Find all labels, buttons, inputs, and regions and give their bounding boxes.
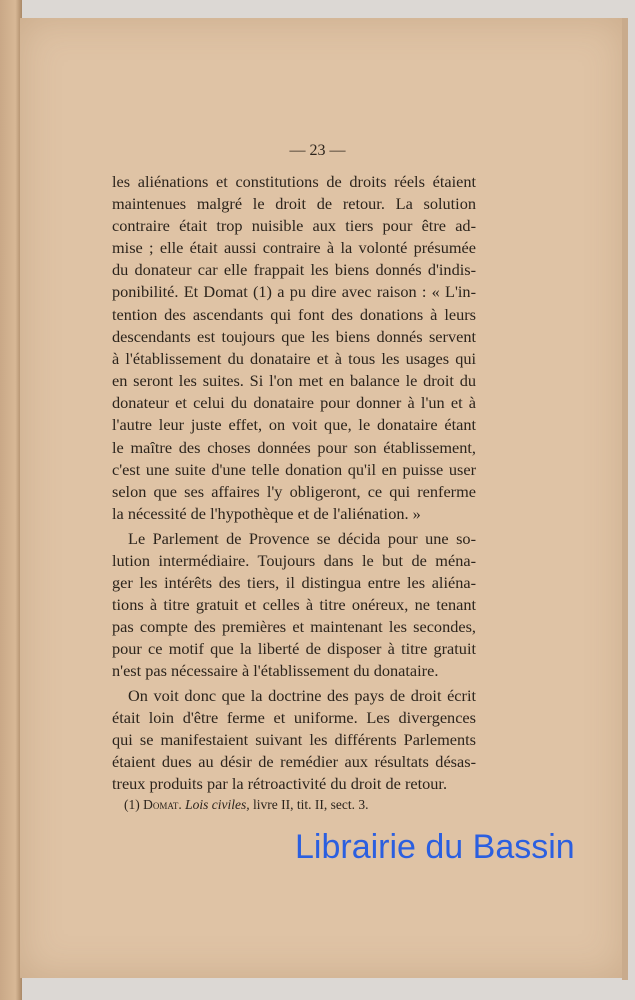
text-line: étaient dues au désir de remédier aux résultats désas- (112, 752, 476, 771)
text-line: les aliénations et constitutions de droits réels étaient (112, 172, 476, 191)
text-line: pour ce motif que la liberté de disposer à titre gratuit (112, 639, 476, 658)
text-line: n'est pas nécessaire à l'établissement du donataire. (112, 661, 439, 680)
text-line: qui se manifestaient suivant les différents Parlements (112, 730, 476, 749)
text-line: mise ; elle était aussi contraire à la volonté présumée (112, 238, 476, 257)
text-line: le maître des choses données pour son établissement, (112, 438, 476, 457)
text-line: du donateur car elle frappait les biens donnés d'indis- (112, 260, 476, 279)
page-number: — 23 — (289, 142, 346, 159)
footnote-marker: (1) (124, 797, 140, 812)
footnote (124, 797, 368, 813)
text-line: treux produits par la rétroactivité du droit de retour. (112, 774, 448, 793)
page-edge (622, 18, 628, 980)
text-line: donateur et celui du donataire pour donner à l'un et à (112, 393, 476, 412)
text-line: c'est une suite d'une telle donation qu'il en puisse user (112, 460, 476, 479)
watermark: Librairie du Bassin (295, 828, 575, 866)
text-line: pas compte des premières et maintenant les secondes, (112, 617, 476, 636)
text-line: l'autre leur juste effet, on voit que, le donataire étant (112, 415, 476, 434)
text-line: était loin d'être ferme et uniforme. Les divergences (112, 708, 476, 727)
text-line: tions à titre gratuit et celles à titre onéreux, ne tenant (112, 595, 476, 614)
text-line: à l'établissement du donataire et à tous les usages qui (112, 349, 476, 368)
text-line: lution intermédiaire. Toujours dans le but de ména- (112, 551, 476, 570)
footnote-title: Lois civiles, (185, 797, 250, 812)
footnote-reference: livre II, tit. II, sect. 3. (253, 797, 369, 812)
text-line: Le Parlement de Provence se décida pour une so- (128, 529, 476, 548)
text-line: maintenues malgré le droit de retour. La solution (112, 194, 476, 213)
text-line: descendants est toujours que les biens donnés servent (112, 327, 476, 346)
text-line: On voit donc que la doctrine des pays de droit écrit (128, 686, 476, 705)
text-line: la nécessité de l'hypothèque et de l'aliénation. » (112, 504, 421, 523)
text-line: ger les intérêts des tiers, il distingua entre les aliéna- (112, 573, 476, 592)
text-line: tention des ascendants qui font des donations à leurs (112, 305, 476, 324)
text-line: ponibilité. Et Domat (1) a pu dire avec raison : « L'in- (112, 282, 476, 301)
text-line: selon que ses affaires l'y obligeront, ce qui renferme (112, 482, 476, 501)
footnote-author: Domat. (143, 797, 182, 812)
text-line: contraire était trop nuisible aux tiers pour être ad- (112, 216, 476, 235)
text-line: en seront les suites. Si l'on met en balance le droit du (112, 371, 476, 390)
